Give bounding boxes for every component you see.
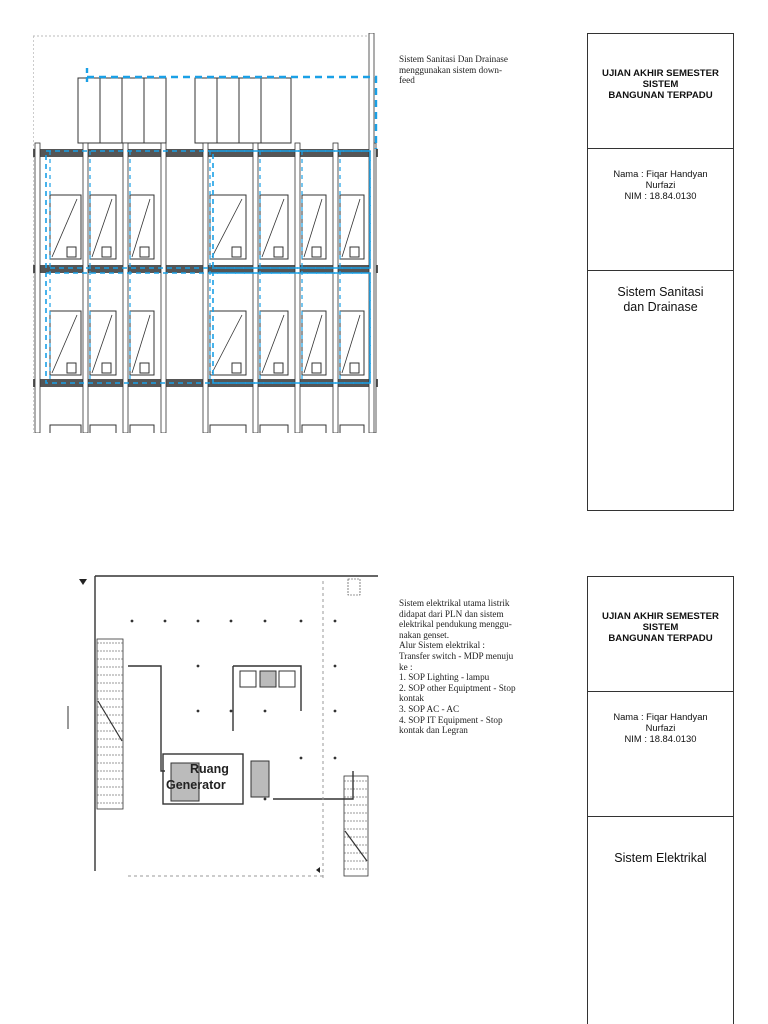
exam-header [588, 577, 733, 692]
subject-title [588, 817, 733, 866]
column-dot [334, 710, 337, 713]
sanitation-drawing [33, 33, 378, 433]
toilet-icon [312, 363, 321, 373]
student-name: Nurfazi [645, 179, 676, 190]
header-line: UJIAN AKHIR SEMESTER [602, 611, 719, 622]
column-dot [197, 665, 200, 668]
header-line: SISTEM [642, 79, 679, 90]
description-line: elektrikal pendukung menggu- [399, 619, 512, 630]
roof-tank-group [78, 78, 291, 143]
toilet-icon [232, 247, 241, 257]
column-dot [131, 620, 134, 623]
description-line: Alur Sistem elektrikal : [399, 640, 485, 651]
column-dot [334, 757, 337, 760]
column-dot [197, 620, 200, 623]
student-name: Nama : Fiqar Handyan [613, 711, 708, 722]
electrical-floor-plan-svg [33, 571, 378, 881]
generator-label-line: Generator [166, 778, 226, 792]
toilet-icon [274, 247, 283, 257]
student-name: Nurfazi [645, 722, 676, 733]
subject-line: Sistem Elektrikal [614, 851, 707, 865]
subject-line: Sistem Sanitasi [617, 285, 704, 299]
subject-title [588, 271, 733, 315]
electrical-description [399, 598, 537, 736]
column-dot [230, 620, 233, 623]
column-icon [333, 143, 338, 433]
header-line: UJIAN AKHIR SEMESTER [602, 68, 719, 79]
description-line: ke : [399, 661, 413, 672]
column-icon [161, 143, 166, 433]
column-dot [230, 710, 233, 713]
toilet-icon [350, 363, 359, 373]
stair-icon [348, 579, 360, 595]
description-line: kontak dan Legran [399, 725, 468, 736]
door-icon [302, 425, 326, 433]
column-icon [83, 143, 88, 433]
column-dot [197, 710, 200, 713]
north-arrow-icon [79, 579, 87, 585]
electrical-drawing [33, 571, 378, 881]
student-nim: NIM : 18.84.0130 [624, 190, 697, 201]
generator-label-line: Ruang [190, 762, 229, 776]
description-line: feed [399, 75, 415, 86]
door-icon [340, 425, 364, 433]
student-nim: NIM : 18.84.0130 [624, 733, 697, 744]
description-line: nakan genset. [399, 629, 450, 640]
stair-icon [345, 831, 367, 861]
column-icon [123, 143, 128, 433]
description-line: 2. SOP other Equiptment - Stop [399, 682, 516, 693]
description-line: 4. SOP IT Equipment - Stop [399, 714, 503, 725]
toilet-icon [232, 363, 241, 373]
toilet-icon [67, 247, 76, 257]
column-dot [264, 798, 267, 801]
door-icon [90, 425, 116, 433]
column-icon [253, 143, 258, 433]
door-icon [130, 425, 154, 433]
description-line: kontak [399, 693, 425, 704]
title-block [587, 33, 734, 511]
student-info [588, 692, 733, 817]
description-line: menggunakan sistem down- [399, 64, 503, 75]
description-line: Sistem elektrikal utama listrik [399, 598, 510, 608]
toilet-icon [350, 247, 359, 257]
column-dot [300, 757, 303, 760]
title-block [587, 576, 734, 1024]
header-line: BANGUNAN TERPADU [608, 633, 713, 644]
sanitation-section-svg [33, 33, 378, 433]
exam-header [588, 34, 733, 149]
student-name: Nama : Fiqar Handyan [613, 168, 708, 179]
student-info [588, 149, 733, 271]
description-line: 1. SOP Lighting - lampu [399, 672, 490, 683]
arrow-icon [316, 867, 320, 873]
description-line: Sistem Sanitasi Dan Drainase [399, 54, 508, 64]
sanitation-description [399, 54, 537, 86]
toilet-icon [274, 363, 283, 373]
door-icon [50, 425, 81, 433]
column-dot [334, 665, 337, 668]
description-line: Transfer switch - MDP menuju [399, 650, 514, 661]
header-line: BANGUNAN TERPADU [608, 90, 713, 101]
column-dot [264, 710, 267, 713]
toilet-icon [102, 363, 111, 373]
column-icon [203, 143, 208, 433]
header-line: SISTEM [642, 622, 679, 633]
description-line: 3. SOP AC - AC [399, 703, 460, 714]
stair-icon [97, 639, 123, 809]
description-line: didapat dari PLN dan sistem [399, 608, 504, 619]
toilet-icon [140, 247, 149, 257]
toilet-icon [102, 247, 111, 257]
column-dot [300, 620, 303, 623]
column-dot [164, 620, 167, 623]
subject-line: dan Drainase [623, 300, 698, 314]
toilet-icon [140, 363, 149, 373]
toilet-icon [312, 247, 321, 257]
door-icon [210, 425, 246, 433]
column-dot [334, 620, 337, 623]
door-icon [260, 425, 288, 433]
column-icon [295, 143, 300, 433]
column-icon [35, 143, 40, 433]
column-dot [264, 620, 267, 623]
toilet-icon [67, 363, 76, 373]
